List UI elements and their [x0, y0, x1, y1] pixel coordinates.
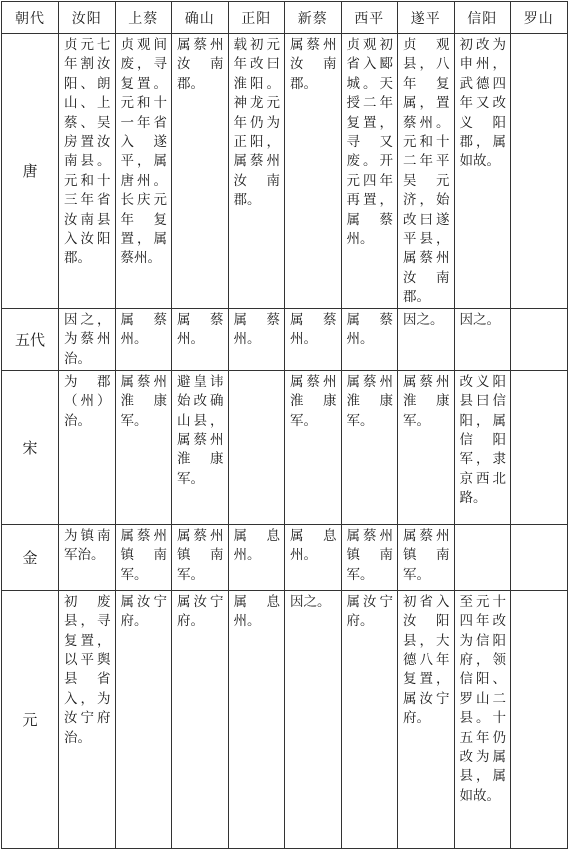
table-cell [511, 308, 568, 370]
table-cell: 贞观县，八年复属，置蔡州。元和十二年平吴元济，始改曰遂平县，属蔡州汝南郡。 [398, 34, 455, 309]
table-cell: 因之。 [454, 308, 511, 370]
col-header-luoshan: 罗山 [511, 2, 568, 34]
dynasty-cell: 宋 [2, 370, 59, 524]
col-header-ruyang: 汝阳 [59, 2, 116, 34]
table-cell: 属蔡州。 [341, 308, 398, 370]
table-cell: 因之。 [285, 590, 342, 848]
table-cell: 属蔡州。 [285, 308, 342, 370]
col-header-xiping: 西平 [341, 2, 398, 34]
table-cell: 属蔡州镇南军。 [172, 524, 229, 590]
table-cell [511, 370, 568, 524]
row-song [2, 370, 568, 524]
table-cell: 属息州。 [285, 524, 342, 590]
table-cell: 初省入汝阳县，大德八年复置，属汝宁府。 [398, 590, 455, 848]
col-header-queshan: 确山 [172, 2, 229, 34]
table-cell: 载初元年改曰淮阳。神龙元年仍为正阳，属蔡州汝南郡。 [228, 34, 285, 309]
table-cell: 属蔡州。 [172, 308, 229, 370]
header-row [2, 2, 568, 34]
table-cell: 属蔡州淮康军。 [398, 370, 455, 524]
table-cell: 为镇南军治。 [59, 524, 116, 590]
table-cell: 避皇讳始改确山县，属蔡州淮康军。 [172, 370, 229, 524]
table-cell: 属蔡州汝南郡。 [285, 34, 342, 309]
col-header-dynasty: 朝代 [2, 2, 59, 34]
table-cell: 改义阳县曰信阳，属信阳军，隶京西北路。 [454, 370, 511, 524]
table-cell: 因之，为蔡州治。 [59, 308, 116, 370]
table-cell: 属蔡州淮康军。 [341, 370, 398, 524]
dynasty-cell: 五代 [2, 308, 59, 370]
col-header-suiping: 遂平 [398, 2, 455, 34]
table-cell: 属汝宁府。 [341, 590, 398, 848]
table-cell: 属蔡州汝南郡。 [172, 34, 229, 309]
table-cell: 属汝宁府。 [115, 590, 172, 848]
table-cell [228, 370, 285, 524]
table-cell: 贞观初省入郾城。天授二年复置，寻又废。开元四年再置，属蔡州。 [341, 34, 398, 309]
table-cell: 为郡（州）治。 [59, 370, 116, 524]
table-cell: 属蔡州。 [228, 308, 285, 370]
col-header-zhengyang: 正阳 [228, 2, 285, 34]
row-yuan [2, 590, 568, 848]
table-cell [511, 590, 568, 848]
table-cell: 属汝宁府。 [172, 590, 229, 848]
col-header-xincai: 新蔡 [285, 2, 342, 34]
row-wudai [2, 308, 568, 370]
row-jin [2, 524, 568, 590]
table-cell: 属息州。 [228, 524, 285, 590]
table-cell: 属蔡州镇南军。 [398, 524, 455, 590]
col-header-xinyang: 信阳 [454, 2, 511, 34]
table-cell [511, 34, 568, 309]
row-tang [2, 34, 568, 309]
history-table [1, 1, 568, 849]
table-cell: 因之。 [398, 308, 455, 370]
table-cell: 属蔡州镇南军。 [341, 524, 398, 590]
dynasty-cell: 唐 [2, 34, 59, 309]
table-cell: 贞元七年割汝阳、朗山、上蔡、吴房置汝南县。元和十三年省汝南县入汝阳郡。 [59, 34, 116, 309]
table-cell: 属蔡州。 [115, 308, 172, 370]
table-cell [511, 524, 568, 590]
table-cell: 初改为申州，武德四年又改义阳郡，属如故。 [454, 34, 511, 309]
table-cell [454, 524, 511, 590]
table-cell: 贞观间废，寻复置。元和十一年省入遂平，属唐州。长庆元年复置，属蔡州。 [115, 34, 172, 309]
table-cell: 属蔡州镇南军。 [115, 524, 172, 590]
table-cell: 属蔡州淮康军。 [285, 370, 342, 524]
dynasty-cell: 金 [2, 524, 59, 590]
dynasty-cell: 元 [2, 590, 59, 848]
table-cell: 至元十四年改为信阳府，领信阳、罗山二县。十五年仍改为属县，属如故。 [454, 590, 511, 848]
col-header-shangcai: 上蔡 [115, 2, 172, 34]
table-cell: 属蔡州淮康军。 [115, 370, 172, 524]
table-cell: 属息州。 [228, 590, 285, 848]
table-cell: 初废县，寻复置，以平舆县省入，为汝宁府治。 [59, 590, 116, 848]
